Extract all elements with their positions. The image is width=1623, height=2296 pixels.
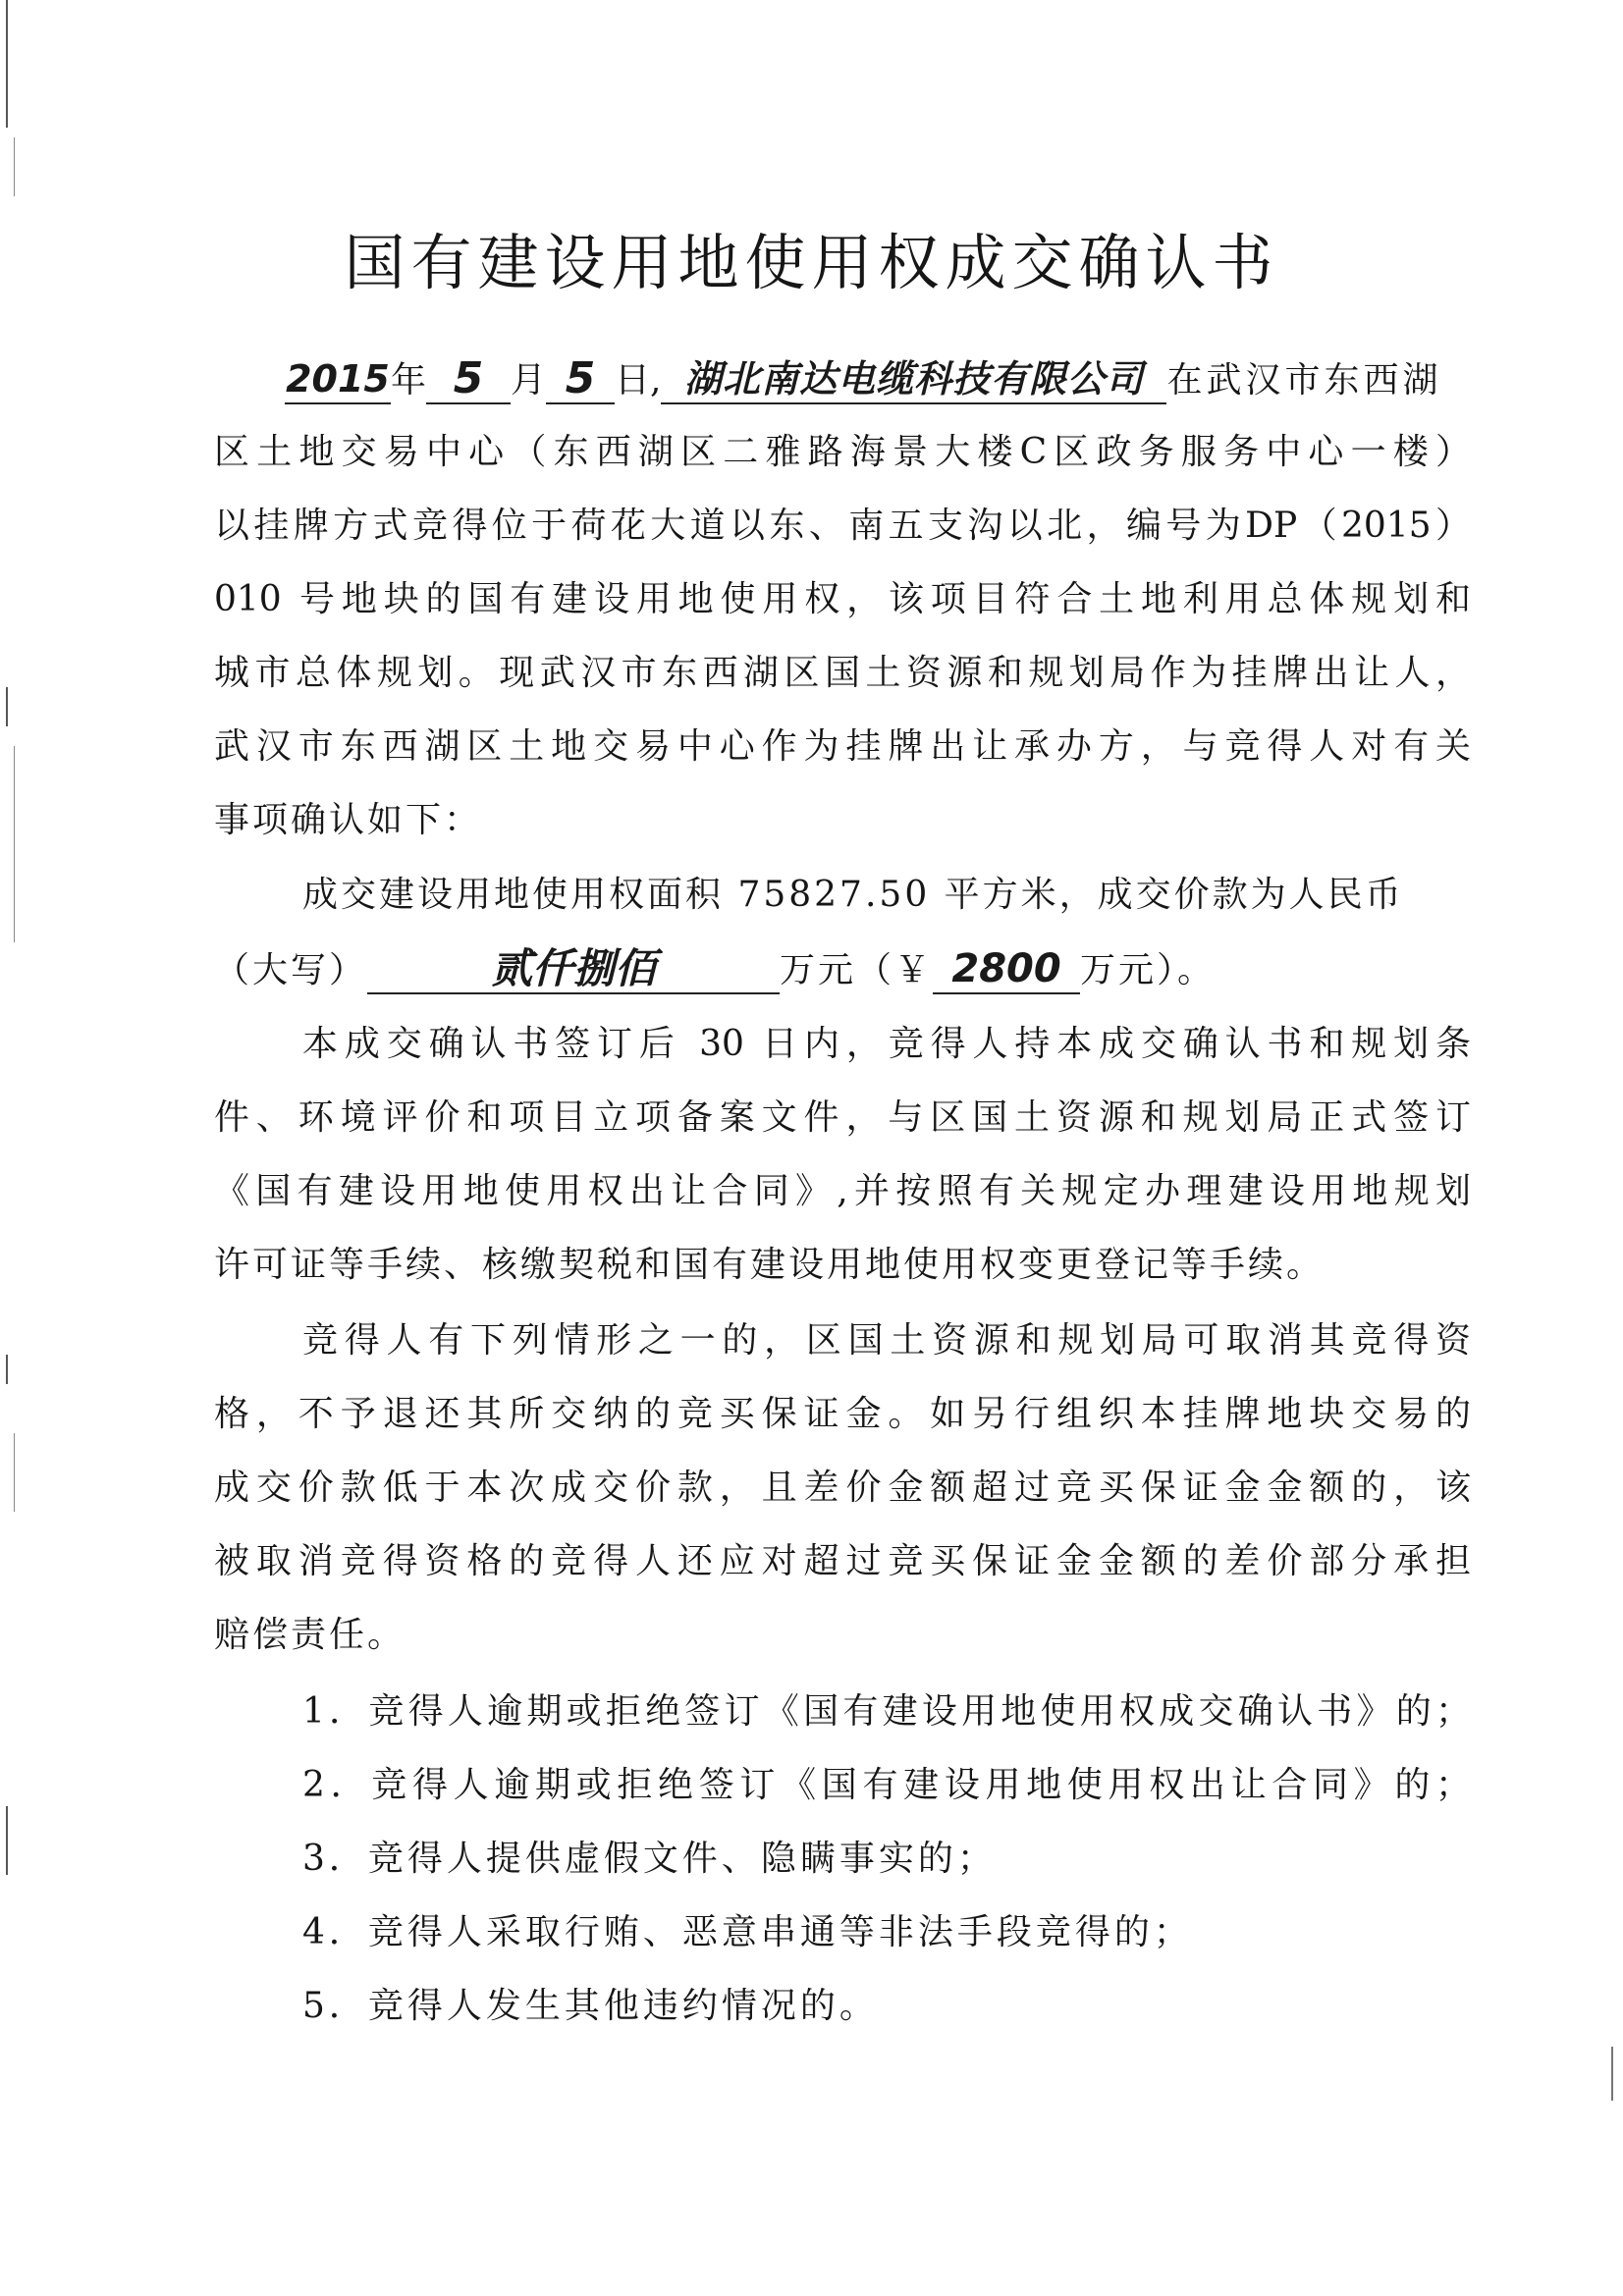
scan-edge-mark xyxy=(6,0,8,128)
cancellation-item: 2．竞得人逾期或拒绝签订《国有建设用地使用权出让合同》的； xyxy=(302,1765,1471,1805)
signing-line: 《国有建设用地使用权出让合同》,并按照有关规定办理建设用地规划 xyxy=(214,1171,1471,1211)
scan-edge-mark xyxy=(14,1433,15,1512)
intro-line: 以挂牌方式竞得位于荷花大道以东、南五支沟以北，编号为DP（2015） xyxy=(214,506,1471,546)
area-text: 成交建设用地使用权面积 75827.50 平方米，成交价款为人民币 xyxy=(302,875,1404,915)
cancellation-item: 3．竞得人提供虚假文件、隐瞒事实的； xyxy=(302,1839,997,1879)
scan-edge-mark xyxy=(14,746,15,942)
label-day: 日, xyxy=(615,360,662,400)
cancellation-line: 竞得人有下列情形之一的，区国土资源和规划局可取消其竞得资 xyxy=(302,1320,1471,1361)
area-line xyxy=(302,872,1471,919)
scan-edge-mark xyxy=(6,687,8,726)
signing-line: 件、环境评价和项目立项备案文件，与区国土资源和规划局正式签订 xyxy=(214,1097,1471,1138)
cancellation-item: 4．竞得人采取行贿、恶意串通等非法手段竞得的； xyxy=(302,1912,1193,1952)
price-mid: 万元（￥ xyxy=(780,950,934,990)
signing-line: 本成交确认书签订后 30 日内，竞得人持本成交确认书和规划条 xyxy=(302,1024,1471,1064)
intro-line: 区土地交易中心（东西湖区二雅路海景大楼C区政务服务中心一楼） xyxy=(214,432,1471,472)
scan-edge-mark xyxy=(1611,2047,1613,2101)
handwritten-winner-name: 湖北南达电缆科技有限公司 xyxy=(661,355,1166,404)
intro-line: 事项确认如下： xyxy=(214,800,483,840)
handwritten-month: 5 xyxy=(426,355,511,404)
date-winner-line xyxy=(285,355,1471,404)
handwritten-price-number: 2800 xyxy=(933,945,1080,994)
cancellation-line: 格，不予退还其所交纳的竞买保证金。如另行组织本挂牌地块交易的 xyxy=(214,1394,1471,1434)
label-year: 年 xyxy=(391,360,427,400)
document-title: 国有建设用地使用权成交确认书 xyxy=(344,227,1279,298)
line1-tail: 在武汉市东西湖 xyxy=(1166,360,1442,400)
handwritten-year: 2015 xyxy=(285,355,391,404)
scan-edge-mark xyxy=(6,1806,8,1875)
scan-edge-mark xyxy=(6,1355,8,1384)
cancellation-line: 成交价款低于本次成交价款，且差价金额超过竞买保证金金额的，该 xyxy=(214,1468,1471,1508)
signing-line: 许可证等手续、核缴契税和国有建设用地使用权变更登记等手续。 xyxy=(214,1245,1325,1285)
cancellation-line: 被取消竞得资格的竞得人还应对超过竞买保证金金额的差价部分承担 xyxy=(214,1541,1471,1581)
handwritten-day: 5 xyxy=(546,355,615,404)
scan-edge-mark xyxy=(14,137,15,196)
cancellation-item: 5．竞得人发生其他违约情况的。 xyxy=(302,1986,879,2026)
label-month: 月 xyxy=(511,360,547,400)
intro-line: 城市总体规划。现武汉市东西湖区国土资源和规划局作为挂牌出让人， xyxy=(214,653,1471,693)
cancellation-item: 1．竞得人逾期或拒绝签订《国有建设用地使用权成交确认书》的； xyxy=(302,1691,1471,1732)
intro-line: 010 号地块的国有建设用地使用权，该项目符合土地利用总体规划和 xyxy=(214,579,1471,619)
intro-line: 武汉市东西湖区土地交易中心作为挂牌出让承办方，与竞得人对有关 xyxy=(214,726,1471,767)
price-suffix: 万元）。 xyxy=(1080,950,1217,990)
price-prefix: （大写） xyxy=(214,950,368,990)
handwritten-price-capital: 贰仟捌佰 xyxy=(367,945,780,994)
cancellation-line: 赔偿责任。 xyxy=(214,1615,406,1655)
price-line xyxy=(214,945,1471,994)
